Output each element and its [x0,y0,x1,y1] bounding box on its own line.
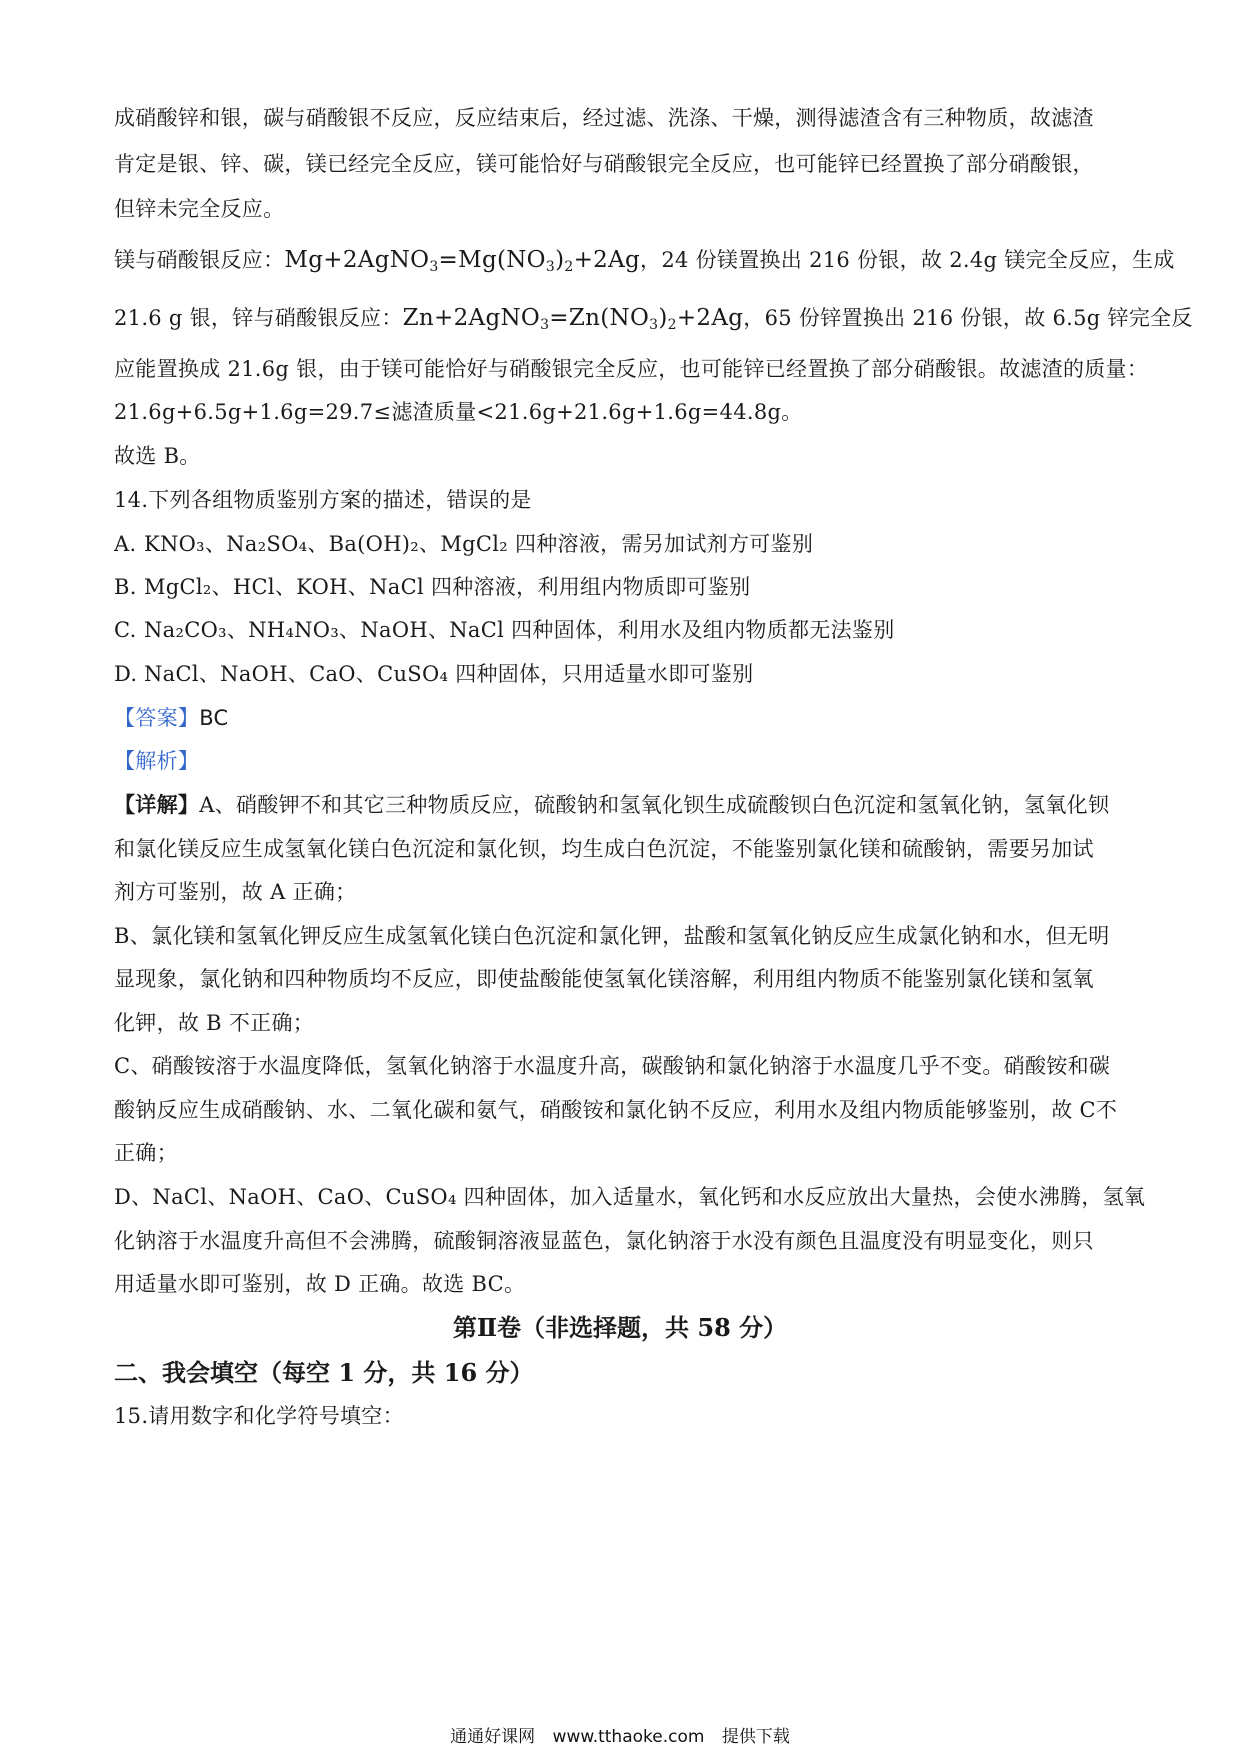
equation-mg: $Mg+2AgNO_3=Mg(NO_3)_2+2Ag$ [284,247,641,275]
text-line: 剂方可鉴别，故 A 正确； [114,880,357,904]
detail-line: 【详解】A、硝酸钾不和其它三种物质反应，硫酸钠和氢氧化钡生成硫酸钡白色沉淀和氢氧化钠，氢氧化钡 [114,792,1110,817]
text-line: 和氯化镁反应生成氢氧化镁白色沉淀和氯化钡，均生成白色沉淀，不能鉴别氯化镁和硫酸钠，需要另加试 [114,837,1094,861]
analysis-line [114,746,1134,776]
text-line: 显现象，氯化钠和四种物质均不反应，即使盐酸能使氢氧化镁溶解，利用组内物质不能鉴别氯化镁和氢氧 [114,967,1094,991]
section-title: 二、我会填空（每空 1 分，共 16 分） [114,1358,534,1387]
text-line: 应能置换成 21.6g 银，由于镁可能恰好与硝酸银完全反应，也可能锌已经置换了部分硝酸银。故滤渣的质量： [114,357,1149,381]
detail-tag: 【详解】 [114,792,200,817]
equation-zn: $Zn+2AgNO_3=Zn(NO_3)_2+2Ag$ [402,305,744,333]
text-line: D、NaCl、NaOH、CaO、CuSO₄ 四种固体，加入适量水，氧化钙和水反应放出大量热，会使水沸腾，氢氧 [114,1185,1146,1209]
option-d: D. NaCl、NaOH、CaO、CuSO₄ 四种固体，只用适量水即可鉴别 [114,662,754,686]
answer-line [114,703,1134,733]
part-title: 第Ⅱ卷（非选择题，共 58 分） [452,1313,788,1342]
option-a: A. KNO₃、Na₂SO₄、Ba(OH)₂、MgCl₂ 四种溶液，需另加试剂方可鉴别 [114,532,814,556]
text-line-equation-mg: 镁与硝酸银反应：$Mg+2AgNO_3=Mg(NO_3)_2+2Ag$，24 份镁置换出 216 份银，故 2.4g 镁完全反应，生成 [114,247,1175,275]
text-line: 肯定是银、锌、碳，镁已经完全反应，镁可能恰好与硝酸银完全反应，也可能锌已经置换了部分硝酸银， [114,152,1094,176]
text-line-equation-zn: 21.6 g 银，锌与硝酸银反应：$Zn+2AgNO_3=Zn(NO_3)_2+2Ag$，65 份锌置换出 216 份银，故 6.5g 锌完全反 [114,305,1193,333]
question-stem-15: 15.请用数字和化学符号填空： [114,1404,404,1428]
page-footer [0,1722,1240,1747]
text-line: 但锌未完全反应。 [114,197,285,221]
text-line: 正确； [114,1141,178,1165]
text-line: B、氯化镁和氢氧化钾反应生成氢氧化镁白色沉淀和氯化钾，盐酸和氢氧化钠反应生成氯化钠和水，但无明 [114,924,1110,948]
text-line: 故选 B。 [114,444,201,468]
text-line: 21.6g+6.5g+1.6g=29.7≤滤渣质量<21.6g+21.6g+1.6g=44.8g。 [114,400,803,424]
text-line: C、硝酸铵溶于水温度降低，氢氧化钠溶于水温度升高，碳酸钠和氯化钠溶于水温度几乎不变。硝酸铵和碳 [114,1054,1111,1078]
footer-url[interactable]: www.tthaoke.com [552,1727,705,1747]
answer-tag: 【答案】 [114,706,200,730]
footer-note: 提供下载 [721,1727,790,1747]
text-line: 化钠溶于水温度升高但不会沸腾，硫酸铜溶液显蓝色，氯化钠溶于水没有颜色且温度没有明显变化，则只 [114,1229,1094,1253]
answer-value: BC [199,706,229,730]
footer-site: 通通好课网 [450,1727,536,1747]
text-line: 成硝酸锌和银，碳与硝酸银不反应，反应结束后，经过滤、洗涤、干燥，测得滤渣含有三种物质，故滤渣 [114,106,1094,130]
question-stem: 14.下列各组物质鉴别方案的描述，错误的是 [114,488,532,512]
text-line: 化钾，故 B 不正确； [114,1011,315,1035]
analysis-tag: 【解析】 [114,749,200,773]
option-c: C. Na₂CO₃、NH₄NO₃、NaOH、NaCl 四种固体，利用水及组内物质都无法鉴别 [114,618,895,642]
text-line: 用适量水即可鉴别，故 D 正确。故选 BC。 [114,1272,526,1296]
option-b: B. MgCl₂、HCl、KOH、NaCl 四种溶液，利用组内物质即可鉴别 [114,575,751,599]
text-line: 酸钠反应生成硝酸钠、水、二氧化碳和氨气，硝酸铵和氯化钠不反应，利用水及组内物质能够鉴别，故 C不 [114,1098,1118,1122]
